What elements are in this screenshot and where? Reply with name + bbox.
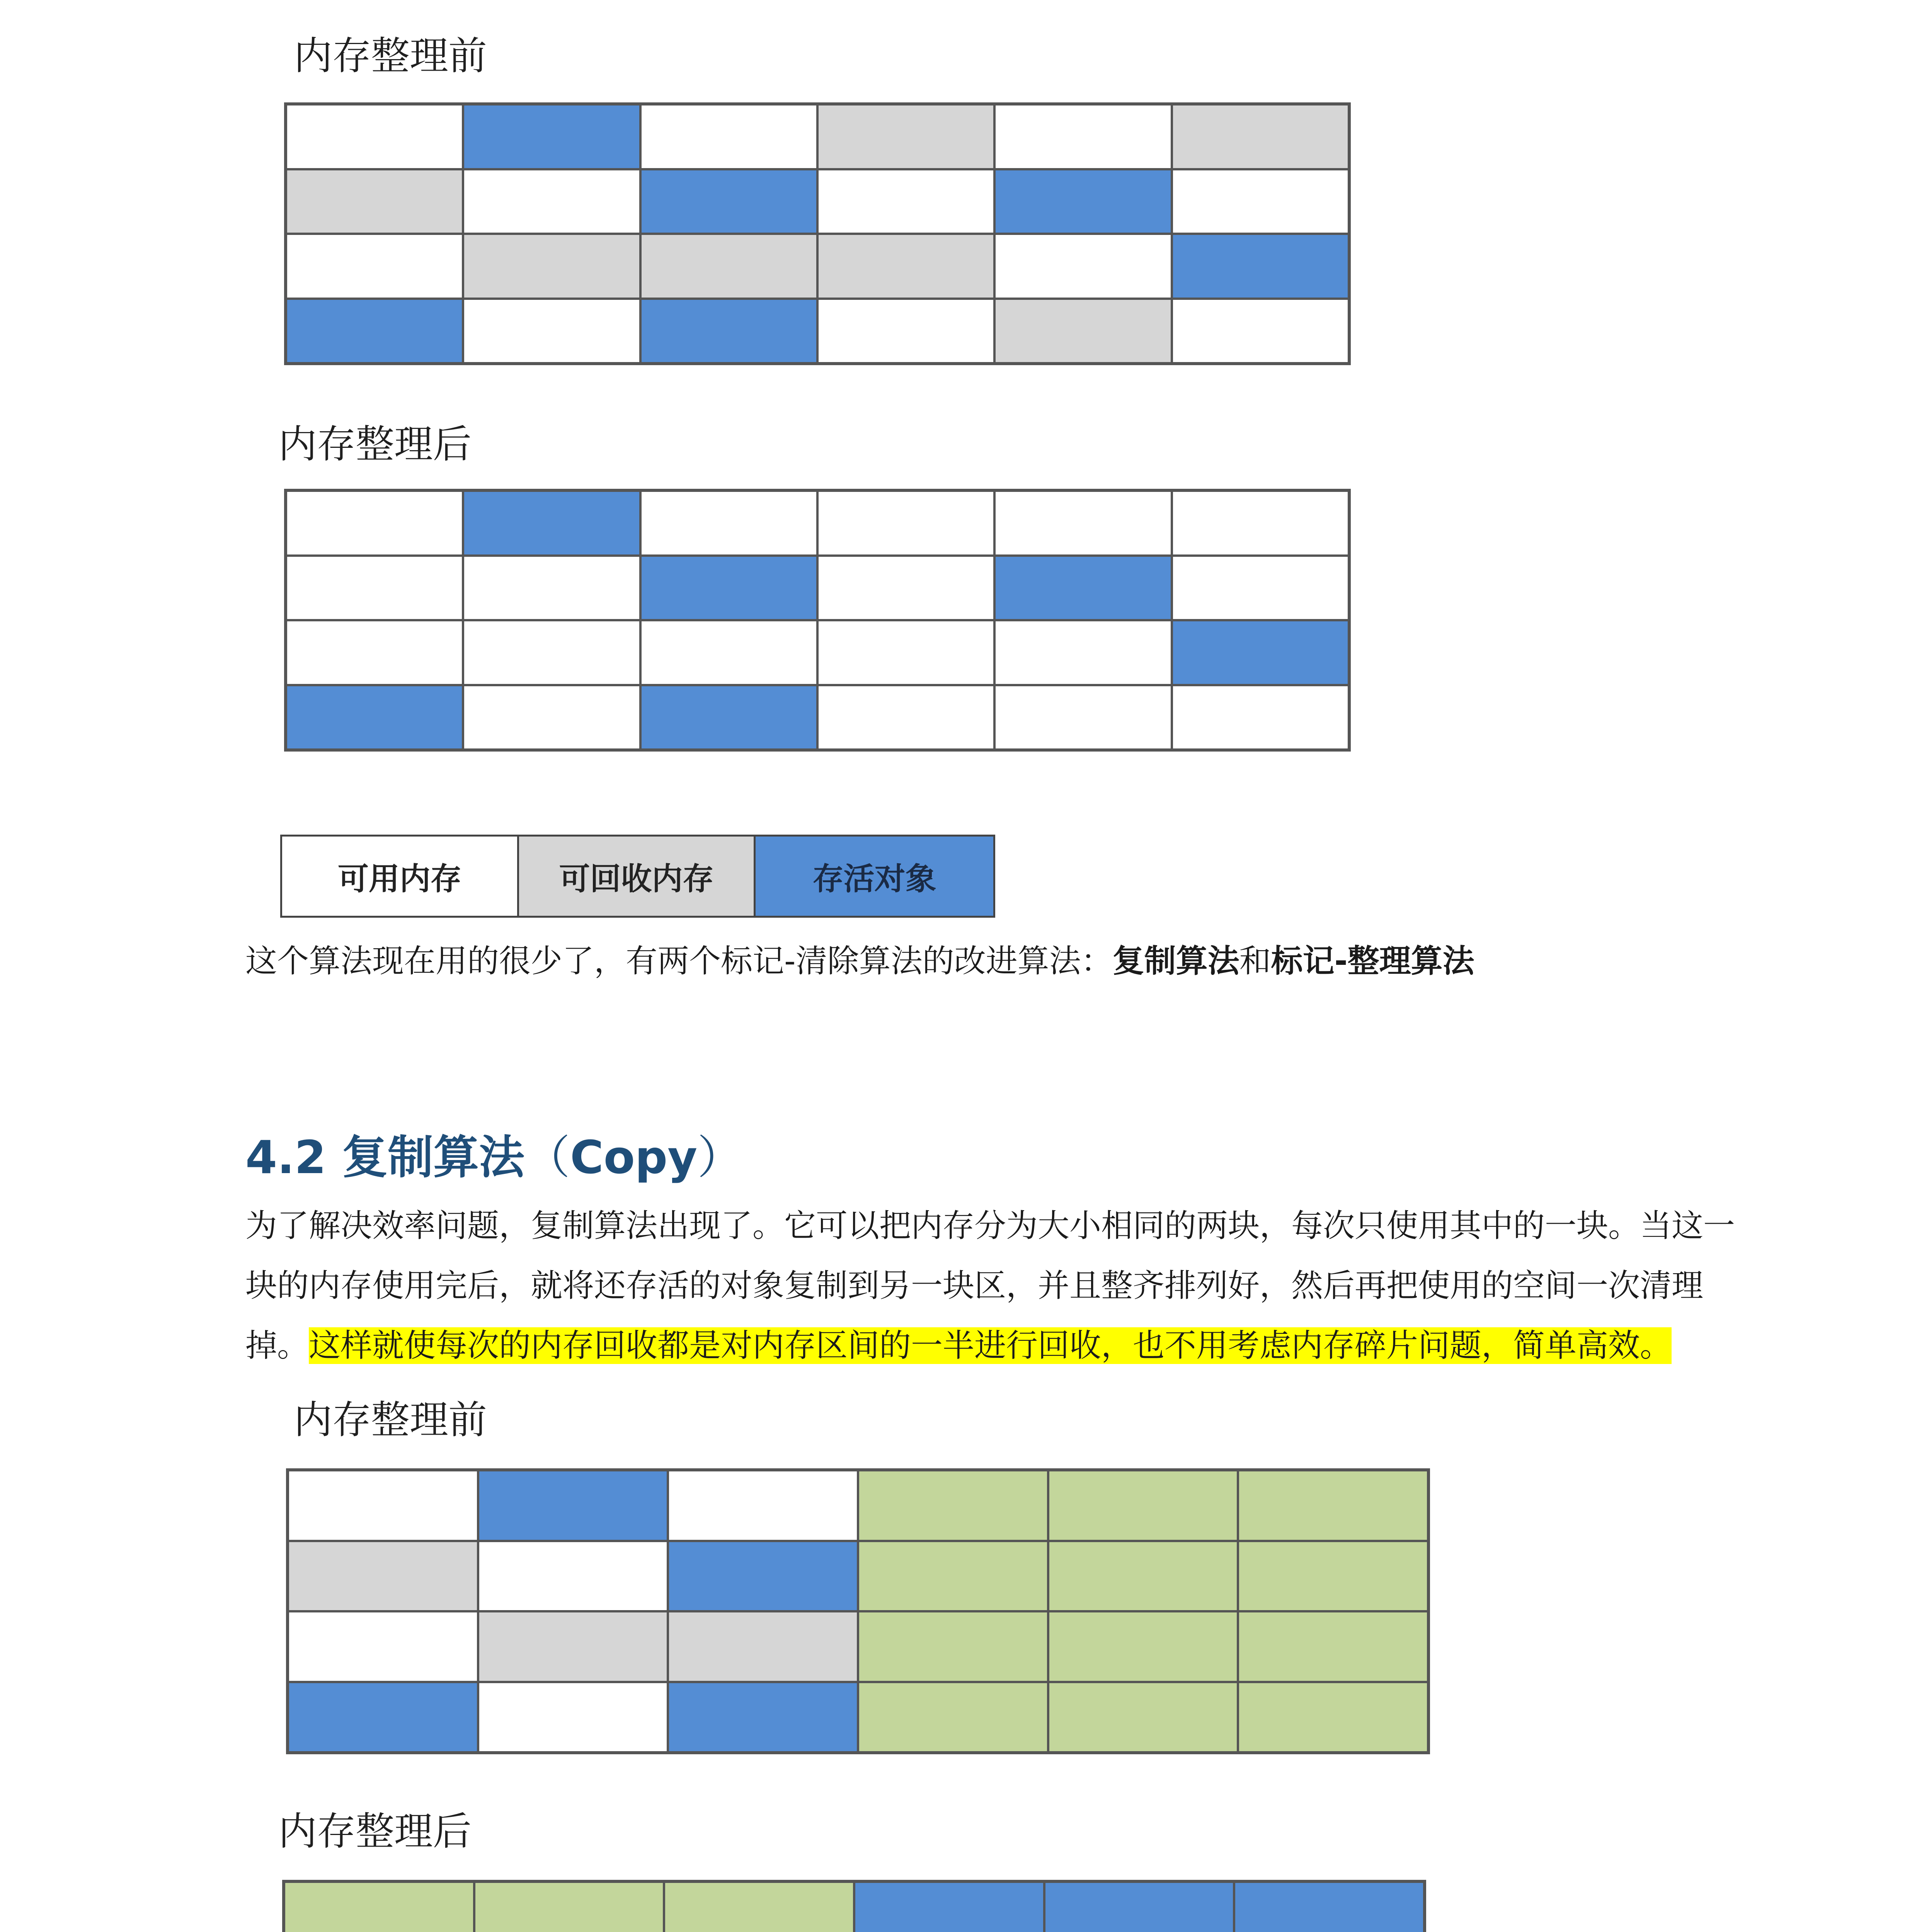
free-memory-cell <box>1172 556 1349 621</box>
free-memory-cell <box>1172 685 1349 750</box>
reserved-cell <box>1048 1470 1238 1541</box>
reclaimable-cell <box>817 234 994 299</box>
legend-free-memory: 可用内存 <box>282 837 519 916</box>
free-memory-cell <box>994 491 1171 556</box>
free-memory-cell <box>640 491 817 556</box>
reserved-cell <box>1048 1541 1238 1612</box>
free-memory-cell <box>640 620 817 685</box>
reclaimable-cell <box>640 234 817 299</box>
free-memory-cell <box>1172 169 1349 234</box>
note-mark-compact-algo: 标记-整理算法 <box>1271 943 1474 980</box>
free-memory-cell <box>668 1470 858 1541</box>
free-memory-cell <box>286 234 463 299</box>
live-object-cell <box>668 1541 858 1612</box>
free-memory-cell <box>463 620 640 685</box>
free-memory-cell <box>1172 491 1349 556</box>
free-memory-cell <box>994 234 1171 299</box>
reclaimable-cell <box>994 299 1171 364</box>
section-heading <box>245 1121 743 1186</box>
free-memory-cell <box>463 556 640 621</box>
free-memory-cell <box>478 1682 668 1753</box>
reclaimable-cell <box>668 1611 858 1682</box>
live-object-cell <box>994 169 1171 234</box>
note-copy-algo: 复制算法 <box>1112 943 1239 980</box>
live-object-cell <box>463 104 640 169</box>
legend-reclaimable-memory: 可回收内存 <box>519 837 756 916</box>
free-memory-cell <box>288 1611 478 1682</box>
live-object-cell <box>286 299 463 364</box>
live-object-cell <box>1044 1882 1234 1932</box>
free-memory-cell <box>817 620 994 685</box>
heading-en: Copy <box>570 1131 698 1184</box>
free-memory-cell <box>463 685 640 750</box>
reclaimable-cell <box>817 104 994 169</box>
live-object-cell <box>478 1470 668 1541</box>
free-memory-cell <box>288 1470 478 1541</box>
reserved-cell <box>474 1882 664 1932</box>
after-caption-2: 内存整理后 <box>278 1809 472 1854</box>
reserved-cell <box>1238 1541 1428 1612</box>
legend-live-objects: 存活对象 <box>756 837 993 916</box>
live-object-cell <box>1172 234 1349 299</box>
free-memory-cell <box>286 104 463 169</box>
reserved-cell <box>1238 1611 1428 1682</box>
paragraph-line-2: 块的内存使用完后，就将还存活的对象复制到另一块区，并且整齐排列好，然后再把使用的空间一次清理 <box>245 1267 1704 1304</box>
memory-grid-after-1 <box>284 489 1351 752</box>
reserved-cell <box>858 1682 1048 1753</box>
reserved-cell <box>858 1470 1048 1541</box>
free-memory-cell <box>1172 299 1349 364</box>
free-memory-cell <box>817 299 994 364</box>
free-memory-cell <box>994 620 1171 685</box>
memory-grid-after-2 <box>282 1880 1426 1932</box>
free-memory-cell <box>994 685 1171 750</box>
reserved-cell <box>1238 1682 1428 1753</box>
free-memory-cell <box>817 491 994 556</box>
paragraph-line-3-highlight: 这样就使每次的内存回收都是对内存区间的一半进行回收，也不用考虑内存碎片问题，简单高效。 <box>309 1327 1672 1364</box>
memory-grid-before-2 <box>286 1468 1430 1754</box>
reserved-cell <box>1048 1682 1238 1753</box>
paragraph-line-3-plain: 掉。 <box>245 1327 309 1364</box>
reserved-cell <box>858 1611 1048 1682</box>
memory-grid-before-1 <box>284 102 1351 365</box>
free-memory-cell <box>286 491 463 556</box>
note-and: 和 <box>1239 943 1271 980</box>
reclaimable-cell <box>1172 104 1349 169</box>
live-object-cell <box>854 1882 1044 1932</box>
heading-title: 4.2 复制算法 <box>245 1131 525 1184</box>
reserved-cell <box>284 1882 474 1932</box>
live-object-cell <box>463 491 640 556</box>
reclaimable-cell <box>286 169 463 234</box>
heading-paren-close: ） <box>697 1131 743 1184</box>
reclaimable-cell <box>288 1541 478 1612</box>
reclaimable-cell <box>463 234 640 299</box>
reclaimable-cell <box>478 1611 668 1682</box>
live-object-cell <box>640 299 817 364</box>
note-text: 这个算法现在用的很少了，有两个标记-清除算法的改进算法： <box>245 943 1113 980</box>
free-memory-cell <box>994 104 1171 169</box>
live-object-cell <box>640 169 817 234</box>
live-object-cell <box>994 556 1171 621</box>
after-caption-1: 内存整理后 <box>278 422 472 467</box>
heading-paren-open: （ <box>524 1131 570 1184</box>
reserved-cell <box>1238 1470 1428 1541</box>
live-object-cell <box>288 1682 478 1753</box>
free-memory-cell <box>817 556 994 621</box>
free-memory-cell <box>478 1541 668 1612</box>
free-memory-cell <box>817 685 994 750</box>
live-object-cell <box>1234 1882 1424 1932</box>
free-memory-cell <box>286 620 463 685</box>
free-memory-cell <box>817 169 994 234</box>
reserved-cell <box>664 1882 854 1932</box>
free-memory-cell <box>463 299 640 364</box>
legend-1 <box>280 835 995 918</box>
reserved-cell <box>1048 1611 1238 1682</box>
live-object-cell <box>286 685 463 750</box>
free-memory-cell <box>286 556 463 621</box>
live-object-cell <box>668 1682 858 1753</box>
reserved-cell <box>858 1541 1048 1612</box>
free-memory-cell <box>463 169 640 234</box>
paragraph-line-1: 为了解决效率问题，复制算法出现了。它可以把内存分为大小相同的两块，每次只使用其中的一块。当这一 <box>245 1208 1735 1244</box>
before-caption-1: 内存整理前 <box>294 33 487 78</box>
live-object-cell <box>640 556 817 621</box>
live-object-cell <box>1172 620 1349 685</box>
free-memory-cell <box>640 104 817 169</box>
before-caption-2: 内存整理前 <box>294 1397 487 1442</box>
note-paragraph <box>245 931 1474 992</box>
live-object-cell <box>640 685 817 750</box>
paragraph-line-3 <box>245 1316 1672 1376</box>
